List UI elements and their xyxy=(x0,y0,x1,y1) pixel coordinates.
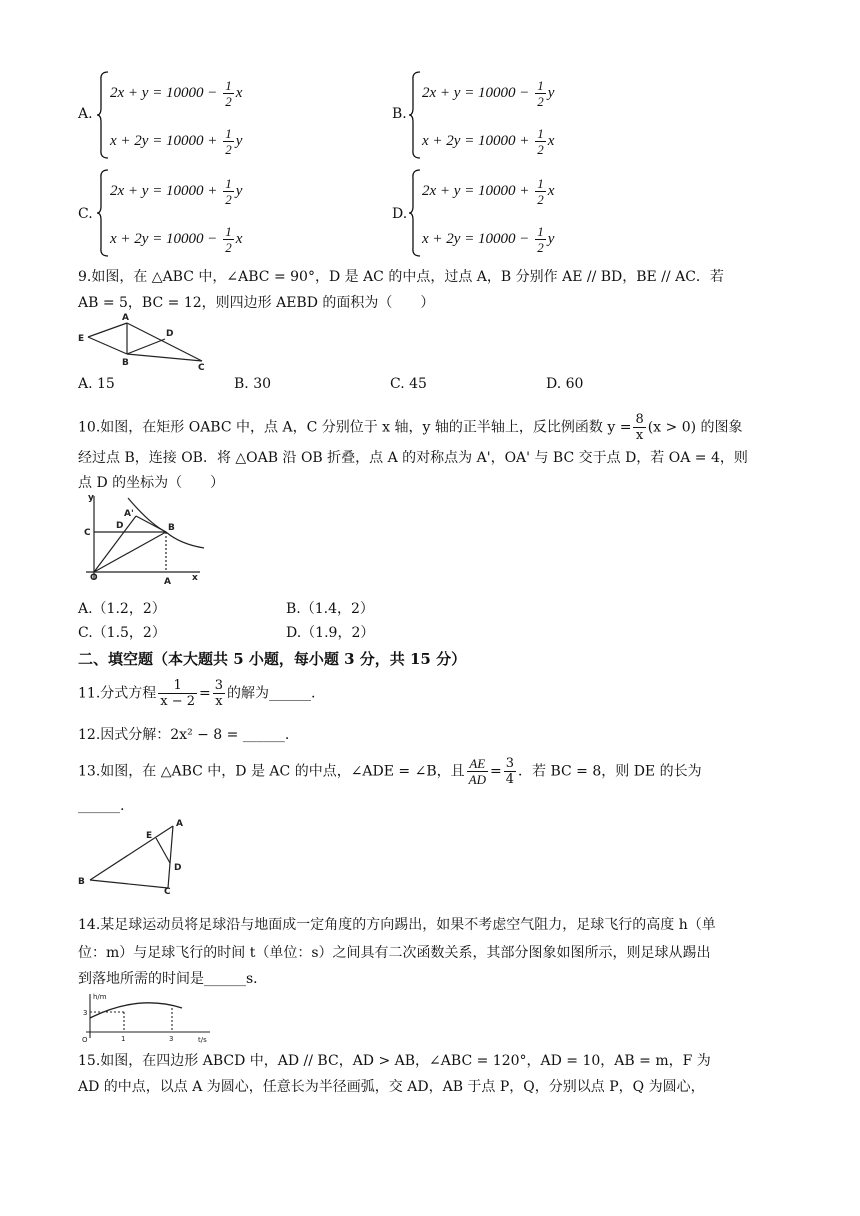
q10-line3: 点 D 的坐标为（ ） xyxy=(78,475,225,491)
q14-label-h: h/m xyxy=(93,993,107,1001)
q9-option-b: B. 30 xyxy=(234,376,272,392)
q10-label-c: C xyxy=(84,528,91,538)
q14-line2: 位：m）与足球飞行的时间 t（单位：s）之间具有二次函数关系，其部分图象如图所示，则足球从踢出 xyxy=(78,945,711,961)
q10-figure xyxy=(80,488,210,588)
q9-figure xyxy=(76,310,216,372)
q13-label-a: A xyxy=(176,819,183,829)
q13-label-b: B xyxy=(78,877,85,887)
q14-label-3: 3 xyxy=(169,1035,174,1043)
q13-line2: ______. xyxy=(78,798,125,814)
q13-figure xyxy=(76,814,196,894)
q9-label-d: D xyxy=(166,329,174,339)
q13-label-d: D xyxy=(174,863,182,873)
q8-option-d-eq2: x + 2y = 10000 − $\frac{1}{2}$ y xyxy=(422,224,555,255)
q10-label-d: D xyxy=(116,521,124,531)
q8-option-b-label: B. xyxy=(392,106,407,122)
q8-option-b-brace xyxy=(408,70,422,160)
q9-line1: 9.如图，在 △ABC 中，∠ABC = 90°，D 是 AC 的中点，过点 A，B 分别作 AE // BD，BE // AC．若 xyxy=(78,269,724,285)
q8-option-a-brace xyxy=(96,70,110,160)
q8-option-a-eq2: x + 2y = 10000 + $\frac{1}{2}$ y xyxy=(110,126,243,157)
q14-label-1: 1 xyxy=(121,1035,126,1043)
q9-line2: AB = 5，BC = 12，则四边形 AEBD 的面积为（ ） xyxy=(78,295,435,311)
q10-label-y: y xyxy=(88,493,94,503)
q10-label-x: x xyxy=(192,573,198,583)
q8-option-c-eq1: 2x + y = 10000 + $\frac{1}{2}$ y xyxy=(110,176,243,207)
q12-line: 12.因式分解：2x² − 8 = ______. xyxy=(78,727,290,743)
q8-option-b-eq1: 2x + y = 10000 − $\frac{1}{2}$ y xyxy=(422,78,555,109)
q14-line3: 到落地所需的时间是______s． xyxy=(78,971,268,987)
q10-label-a1: A' xyxy=(124,509,134,519)
q10-option-b: B.（1.4，2） xyxy=(286,601,374,617)
q14-line1: 14.某足球运动员将足球沿与地面成一定角度的方向踢出，如果不考虑空气阻力，足球飞行的高度 h（单 xyxy=(78,917,716,933)
q8-option-c-label: C. xyxy=(78,206,93,222)
q8-option-d-label: D. xyxy=(392,206,408,222)
q15-line1: 15.如图，在四边形 ABCD 中，AD // BC，AD > AB，∠ABC = 120°，AD = 10，AB = m，F 为 xyxy=(78,1053,711,1069)
q13-label-c: C xyxy=(164,887,171,894)
q14-label-y3: 3 xyxy=(83,1009,88,1017)
q14-label-t: t/s xyxy=(198,1036,207,1044)
q13-line1: 13.如图，在 △ABC 中，D 是 AC 的中点，∠ADE = ∠B，且 $\frac{AE}{AD}$ = $\frac{3}{4}$ ．若 BC = 8，则 DE 的长为 xyxy=(78,756,702,787)
q9-label-e: E xyxy=(78,334,85,344)
q10-option-c: C.（1.5，2） xyxy=(78,625,166,641)
q14-label-o: O xyxy=(82,1036,88,1044)
q10-option-d: D.（1.9，2） xyxy=(286,625,375,641)
q8-option-d-brace xyxy=(408,168,422,258)
q10-line2: 经过点 B，连接 OB．将 △OAB 沿 OB 折叠，点 A 的对称点为 A'，OA' 与 BC 交于点 D，若 OA = 4，则 xyxy=(78,450,748,466)
q10-line1: 10.如图，在矩形 OABC 中，点 A，C 分别位于 x 轴，y 轴的正半轴上，反比例函数 y = $\frac{8}{x}$ (x > 0) 的图象 xyxy=(78,412,743,443)
q9-option-d: D. 60 xyxy=(546,376,584,392)
q11-line: 11.分式方程 $\frac{1}{x - 2}$ = $\frac{3}{x}$ 的解为______. xyxy=(78,678,316,709)
q10-label-o: O xyxy=(90,573,98,583)
q15-line2: AD 的中点，以点 A 为圆心，任意长为半径画弧，交 AD，AB 于点 P，Q，分别以点 P，Q 为圆心， xyxy=(78,1079,705,1095)
q9-label-a: A xyxy=(122,313,129,323)
q13-label-e: E xyxy=(146,831,153,841)
q8-option-d-eq1: 2x + y = 10000 + $\frac{1}{2}$ x xyxy=(422,176,555,207)
q8-option-a-label: A. xyxy=(78,106,93,122)
q9-label-c: C xyxy=(198,363,205,372)
q8-option-c-brace xyxy=(96,168,110,258)
q10-label-b: B xyxy=(168,523,175,533)
q10-label-a: A xyxy=(164,577,171,587)
q10-option-a: A.（1.2，2） xyxy=(78,601,166,617)
q9-option-c: C. 45 xyxy=(390,376,427,392)
q8-option-a-eq1: 2x + y = 10000 − $\frac{1}{2}$ x xyxy=(110,78,243,109)
q14-figure xyxy=(78,990,218,1044)
q8-option-c-eq2: x + 2y = 10000 − $\frac{1}{2}$ x xyxy=(110,224,243,255)
q8-option-b-eq2: x + 2y = 10000 + $\frac{1}{2}$ x xyxy=(422,126,555,157)
q9-label-b: B xyxy=(122,358,129,368)
q9-option-a: A. 15 xyxy=(78,376,115,392)
section-2-heading: 二、填空题（本大题共 5 小题，每小题 3 分，共 15 分） xyxy=(78,650,467,668)
